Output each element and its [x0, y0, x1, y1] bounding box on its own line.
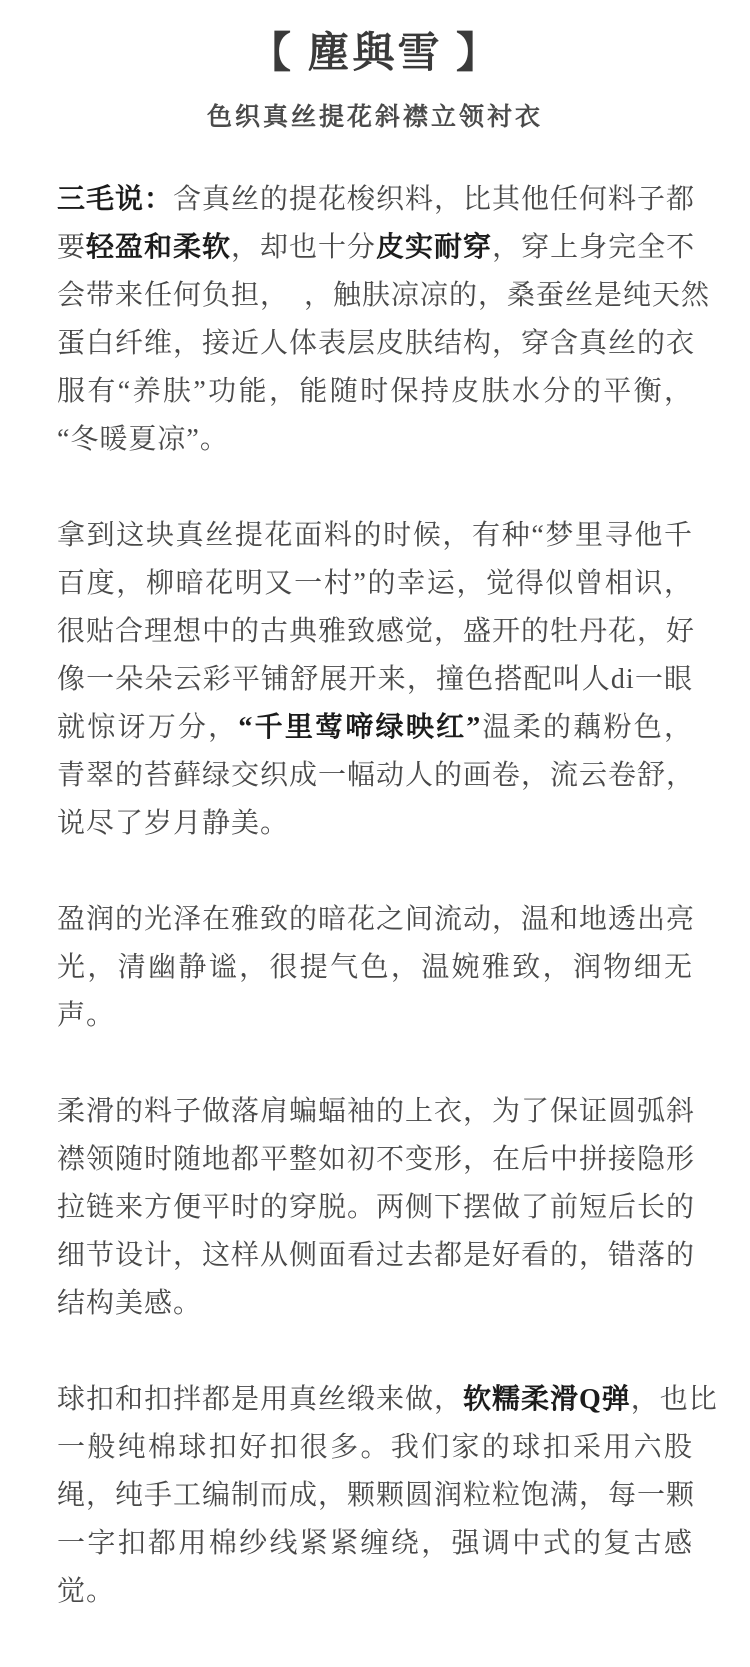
body-text: 会带来任何负担， ，触肤凉凉的，桑蚕丝是纯天然 [57, 280, 711, 311]
body-text: ，也比 [630, 1384, 718, 1415]
body-text: 要 [57, 232, 87, 263]
bold-text: 软糯柔滑Q弹 [463, 1384, 631, 1415]
paragraph [57, 512, 696, 848]
text-line [57, 944, 693, 992]
paragraph [57, 176, 711, 464]
paragraph [57, 1088, 696, 1328]
text-line [57, 704, 693, 752]
text-line [57, 1088, 696, 1136]
text-line [57, 1568, 693, 1616]
header [57, 24, 693, 138]
text-line [57, 800, 693, 848]
text-line [57, 512, 693, 560]
text-line [57, 368, 693, 416]
text-line [57, 560, 693, 608]
text-line [57, 320, 696, 368]
body-text: 温柔的藕粉色， [481, 712, 693, 743]
text-line [57, 752, 696, 800]
bold-text: 皮实耐穿 [376, 232, 493, 263]
body-text: 拿到这块真丝提花面料的时候，有种“梦里寻他千 [57, 520, 693, 551]
body-text: 拉链来方便平时的穿脱。两侧下摆做了前短后长的 [57, 1192, 696, 1223]
text-line [57, 992, 693, 1040]
text-line [57, 608, 696, 656]
page-subtitle: 色织真丝提花斜襟立领衬衣 [206, 104, 543, 131]
text-line [57, 416, 693, 464]
text-line [57, 176, 696, 224]
paragraph [57, 1376, 718, 1616]
text-line [57, 1184, 696, 1232]
body-text: 蛋白纤维，接近人体表层皮肤结构，穿含真丝的衣 [57, 328, 696, 359]
body-text: 就惊讶万分， [57, 712, 239, 743]
body-text: 说尽了岁月静美。 [57, 808, 290, 839]
body-text: 一字扣都用棉纱线紧紧缠绕，强调中式的复古感 [57, 1528, 693, 1559]
text-line [57, 1136, 696, 1184]
text-line [57, 224, 696, 272]
text-line [57, 896, 696, 944]
body-text: 很贴合理想中的古典雅致感觉，盛开的牡丹花，好 [57, 616, 696, 647]
body-text: 服有“养肤”功能，能随时保持皮肤水分的平衡， [57, 376, 693, 407]
text-line [57, 656, 693, 704]
text-line [57, 1280, 693, 1328]
body-text: “冬暖夏凉”。 [57, 424, 229, 455]
body-text: 襟领随时随地都平整如初不变形，在后中拼接隐形 [57, 1144, 696, 1175]
bold-text: “千里莺啼绿映红” [238, 712, 482, 743]
body-text: 像一朵朵云彩平铺舒展开来，撞色搭配叫人di一眼 [57, 664, 693, 695]
text-line [57, 1472, 696, 1520]
bold-text: 轻盈和柔软 [86, 232, 232, 263]
text-line [57, 1376, 718, 1424]
body-text: 一般纯棉球扣好扣很多。我们家的球扣采用六股 [57, 1432, 693, 1463]
body-text: 青翠的苔藓绿交织成一幅动人的画卷，流云卷舒， [57, 760, 696, 791]
body-text: 细节设计，这样从侧面看过去都是好看的，错落的 [57, 1240, 696, 1271]
body-text: 含真丝的提花梭织料，比其他任何料子都 [173, 184, 696, 215]
body-text: 绳，纯手工编制而成，颗颗圆润粒粒饱满，每一颗 [57, 1480, 696, 1511]
body-text: ，穿上身完全不 [492, 232, 696, 263]
body-text: ，却也十分 [231, 232, 377, 263]
text-line [57, 1424, 693, 1472]
body-text: 光，清幽静谧，很提气色，温婉雅致，润物细无 [57, 952, 693, 983]
paragraph [57, 896, 696, 1040]
body-text: 声。 [57, 1000, 116, 1031]
article [57, 176, 718, 1616]
text-line [57, 1520, 693, 1568]
body-text: 觉。 [57, 1576, 116, 1607]
bold-text: 三毛说： [57, 184, 174, 215]
body-text: 结构美感。 [57, 1288, 203, 1319]
body-text: 盈润的光泽在雅致的暗花之间流动，温和地透出亮 [57, 904, 696, 935]
body-text: 球扣和扣拌都是用真丝缎来做， [57, 1384, 464, 1415]
page-title: 【 塵與雪 】 [248, 31, 501, 77]
body-text: 柔滑的料子做落肩蝙蝠袖的上衣，为了保证圆弧斜 [57, 1096, 696, 1127]
text-line [57, 272, 711, 320]
text-line [57, 1232, 696, 1280]
body-text: 百度，柳暗花明又一村”的幸运，觉得似曾相识， [57, 568, 693, 599]
